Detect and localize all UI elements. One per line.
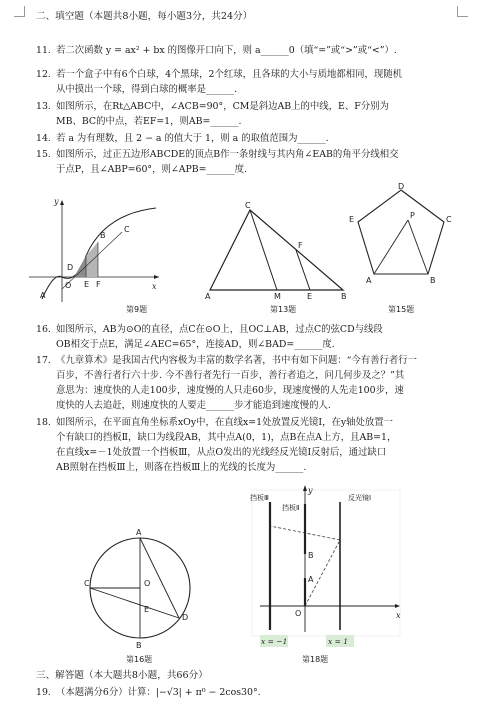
- question-text: 若一个盒子中有6个白球，4个黑球，2个红球，且各球的大小与质地都相同，现随机: [56, 69, 403, 80]
- question-line: [36, 355, 417, 366]
- fig13-label-b: B: [341, 292, 347, 300]
- fig9-label-x: x: [152, 282, 157, 291]
- fig16-chord-cd: [90, 588, 179, 618]
- fig15-label-b: B: [430, 276, 436, 285]
- section-heading-fill: 二、填空题（本题共8小题，每小题3分，共24分）: [36, 11, 253, 22]
- fig16-label-e: E: [144, 605, 150, 614]
- question-15: [36, 147, 456, 177]
- fig18-label-board3: 挡板Ⅲ: [250, 494, 269, 502]
- question-14: [36, 131, 456, 146]
- question-number: 16.: [36, 324, 51, 335]
- question-line: [36, 133, 329, 144]
- question-number: 14.: [36, 133, 51, 144]
- section-heading-answer: 三、解答题（本大题共8小题，共66分）: [36, 670, 208, 681]
- fig16-label-d: D: [182, 613, 189, 622]
- question-13: [36, 99, 456, 129]
- question-line: 意思为：速度快的人走100步，速度慢的人只走60步，现速度慢的人先走100步，速: [56, 385, 404, 396]
- question-line: [36, 417, 393, 428]
- figure-13-caption: 第13题: [270, 305, 297, 314]
- question-12: [36, 67, 456, 97]
- fig18-label-xneg: x = −1: [261, 637, 288, 646]
- question-text: （本题满分6分）计算：|−√3| + π⁰ − 2cos30°.: [56, 687, 261, 698]
- question-number: 11.: [36, 45, 51, 56]
- question-text: 若二次函数 y = ax² + bx 的图像开口向下，则 a______0（填“=”或“>”或“<”）.: [56, 45, 397, 56]
- question-text: 如图所示，过正五边形ABCDE的顶点B作一条射线与其内角∠EAB的角平分线相交: [56, 149, 399, 160]
- question-number: 18.: [36, 417, 51, 428]
- fig18-label-x: x: [396, 611, 401, 620]
- question-line: OB相交于点E，满足∠AEC=65°，连接AD，则∠BAD=______度.: [56, 339, 335, 350]
- fig9-shaded-right: [86, 242, 98, 277]
- question-number: 19.: [36, 687, 51, 698]
- figure-9: [24, 194, 164, 306]
- fig18-x-arrow-icon: [395, 604, 400, 608]
- fig13-label-a: A: [205, 292, 211, 300]
- question-19: [36, 685, 456, 700]
- fig18-y-arrow-icon: [303, 485, 307, 491]
- question-line: [36, 687, 261, 698]
- fig15-label-p: P: [410, 211, 415, 220]
- question-line: 度快的人去追赶，则速度快的人要走______步才能追到速度慢的人.: [56, 400, 331, 411]
- fig16-label-b: B: [136, 641, 142, 650]
- question-line: [36, 69, 402, 80]
- fig18-label-y: y: [308, 486, 313, 495]
- fig15-label-e: E: [349, 215, 355, 224]
- question-text: 若 a 为有理数，且 2 − a 的值大于 1，则 a 的取值范围为______.: [56, 133, 329, 144]
- question-line: 在直线x=－1处放置一个挡板Ⅲ，从点O发出的光线经反光镜Ⅰ反射后，通过缺口: [56, 447, 387, 458]
- question-number: 15.: [36, 149, 51, 160]
- fig9-label-e: E: [84, 280, 90, 289]
- figure-18-caption: 第18题: [302, 655, 329, 664]
- question-16: [36, 322, 456, 352]
- question-text: 如图所示，在Rt△ABC中，∠ACB=90°，CM是斜边AB上的中线，E、F分别为: [56, 101, 389, 112]
- fig16-label-o: O: [144, 579, 151, 588]
- figure-15-caption: 第15题: [388, 305, 415, 314]
- question-11: [36, 43, 456, 58]
- question-number: 13.: [36, 101, 51, 112]
- fig18-label-b: B: [308, 551, 314, 560]
- question-line: [36, 45, 397, 56]
- fig9-label-a: A: [40, 291, 46, 300]
- fig9-label-c: C: [124, 225, 130, 234]
- figure-9-caption: 第9题: [126, 305, 148, 314]
- fig15-label-a: A: [366, 276, 372, 285]
- fig15-pentagon: [358, 190, 444, 274]
- fig13-triangle-abc: [210, 210, 343, 290]
- question-line: 个有缺口的挡板Ⅱ，缺口为线段AB，其中点A(0，1)，点B在点A上方，且AB=1，: [56, 432, 397, 443]
- page-corner-mark-right: [457, 6, 468, 17]
- fig9-label-d: D: [67, 263, 74, 272]
- question-number: 17.: [36, 355, 51, 366]
- fig9-label-o: O: [65, 281, 72, 290]
- page-corner-mark-left: [14, 6, 25, 17]
- fig18-label-mirror: 反光镜Ⅰ: [348, 494, 372, 502]
- figure-16: [84, 522, 196, 652]
- fig13-label-e: E: [307, 292, 313, 300]
- question-18: [36, 415, 456, 475]
- fig18-label-a: A: [308, 575, 314, 584]
- fig18-label-o: O: [295, 609, 302, 618]
- fig16-label-c: C: [84, 579, 90, 588]
- question-text: 《九章算术》是我国古代内容极为丰富的数学名著，书中有如下问题：“今有善行者行一: [56, 355, 418, 366]
- fig16-label-a: A: [136, 528, 142, 537]
- fig18-panel: [252, 490, 400, 636]
- fig13-label-c: C: [245, 201, 251, 210]
- figure-13: [205, 200, 350, 300]
- fig18-ray-in: [305, 540, 340, 606]
- question-number: 12.: [36, 69, 51, 80]
- question-line: AB照射在挡板Ⅲ上，则落在挡板Ⅲ上的光线的长度为______.: [56, 462, 307, 473]
- figure-18: [250, 482, 410, 650]
- fig9-label-b: B: [100, 231, 106, 240]
- question-line: [36, 149, 399, 160]
- fig15-bisector: [374, 220, 408, 274]
- fig18-label-board2: 挡板Ⅱ: [282, 504, 300, 512]
- question-line: MB、BC的中点，若EF=1，则AB=______.: [56, 116, 242, 127]
- figure-15: [346, 182, 456, 302]
- fig13-label-m: M: [274, 292, 281, 300]
- question-line: 于点P，且∠ABP=60°，则∠APB=______度.: [56, 164, 248, 175]
- fig15-label-d: D: [398, 182, 405, 191]
- question-line: [36, 324, 383, 335]
- question-text: 如图所示，AB为⊙O的直径，点C在⊙O上，且OC⊥AB，过点C的弦CD与线段: [56, 324, 383, 335]
- question-line: 百步，不善行者行六十步. 今不善行者先行一百步，善行者追之，问几何步及之？”其: [56, 370, 405, 381]
- fig18-label-xpos: x = 1: [328, 637, 349, 646]
- fig9-x-arrow-icon: [154, 275, 159, 279]
- fig15-label-c: C: [446, 215, 452, 224]
- question-line: [36, 101, 389, 112]
- fig9-shaded-left: [74, 256, 86, 277]
- question-text: 如图所示，在平面直角坐标系xOy中，在直线x=1处放置反光镜Ⅰ，在y轴处放置一: [56, 417, 394, 428]
- question-line: 从中摸出一个球，得到白球的概率是______.: [56, 84, 238, 95]
- fig13-label-f: F: [298, 241, 303, 250]
- question-17: [36, 353, 456, 413]
- fig15-ray-bp: [408, 220, 428, 274]
- fig9-label-f: F: [96, 280, 101, 289]
- figure-16-caption: 第16题: [126, 655, 153, 664]
- fig9-label-y: y: [54, 197, 59, 206]
- fig9-y-arrow-icon: [60, 200, 64, 205]
